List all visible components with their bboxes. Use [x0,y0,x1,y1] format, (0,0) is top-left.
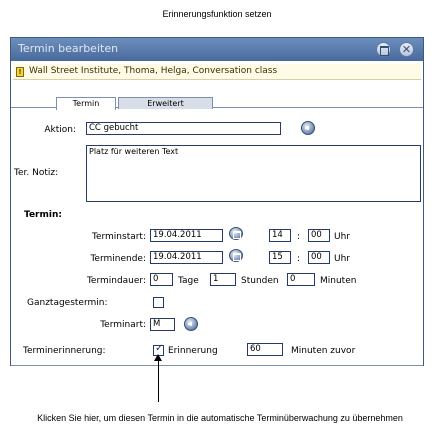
termin-section-heading: Termin: [24,210,62,220]
terminart-label: Terminart: [100,320,146,330]
time-colon: : [297,232,301,242]
checkmark-icon: ✓ [155,343,164,354]
close-button[interactable] [399,42,414,57]
terminstart-label: Terminstart: [91,232,146,242]
erinnerung-label: Erinnerung [168,346,218,356]
notiz-label: Ter. Notiz: [14,168,59,178]
appointment-info-text: Wall Street Institute, Thoma, Helga, Conversation class [29,66,278,76]
appointment-info-bar [13,64,421,80]
terminstart-hour-input[interactable]: 14 [269,229,291,242]
stunden-label: Stunden [241,276,279,286]
uhr-label: Uhr [334,254,350,264]
calendar-icon[interactable] [229,227,243,240]
tab-termin[interactable]: Termin [56,97,116,110]
calendar-icon[interactable] [229,249,243,262]
ganztagestermin-checkbox[interactable] [153,297,164,308]
close-icon: ✕ [401,43,412,56]
tab-erweitert[interactable]: Erweitert [118,97,213,109]
dialog-title: Termin bearbeiten [18,42,119,55]
terminstart-date-input[interactable]: 19.04.2011 [150,229,223,242]
minimize-button[interactable] [376,42,391,57]
erinnerung-minuten-input[interactable]: 60 [247,343,283,356]
speaker-icon[interactable] [301,121,315,135]
terminende-hour-input[interactable]: 15 [269,251,291,264]
speaker-icon[interactable] [184,317,198,331]
ganztagestermin-label: Ganztagestermin: [27,298,108,308]
terminende-date-input[interactable]: 19.04.2011 [150,251,223,264]
time-colon: : [297,254,301,264]
minuten-zuvor-label: Minuten zuvor [291,346,356,356]
termin-dialog [10,37,424,366]
title-bar [11,38,423,61]
uhr-label: Uhr [334,232,350,242]
pointer-arrow [158,358,159,402]
dauer-tage-input[interactable]: 0 [150,273,173,286]
dauer-stunden-input[interactable]: 1 [210,273,236,286]
dialog-bottom-divider [11,365,423,366]
terminart-input[interactable]: M [150,318,175,331]
dauer-minuten-input[interactable]: 0 [287,273,315,286]
termindauer-label: Termindauer: [86,276,146,286]
terminende-minute-input[interactable]: 00 [308,251,330,264]
terminstart-minute-input[interactable]: 00 [308,229,330,242]
terminerinnerung-label: Terminerinnerung: [23,346,106,356]
caption-bottom: Klicken Sie hier, um diesen Termin in die automatische Terminüberwachung zu übernehmen [37,413,403,423]
tage-label: Tage [178,276,199,286]
notiz-textarea[interactable]: Platz für weiteren Text [86,145,421,202]
terminende-label: Terminende: [90,254,146,264]
minuten-label: Minuten [320,276,357,286]
aktion-label: Aktion: [44,125,76,135]
caption-top: Erinnerungsfunktion setzen [162,9,272,19]
aktion-field[interactable]: CC gebucht [86,122,281,135]
info-icon: ! [16,67,24,77]
